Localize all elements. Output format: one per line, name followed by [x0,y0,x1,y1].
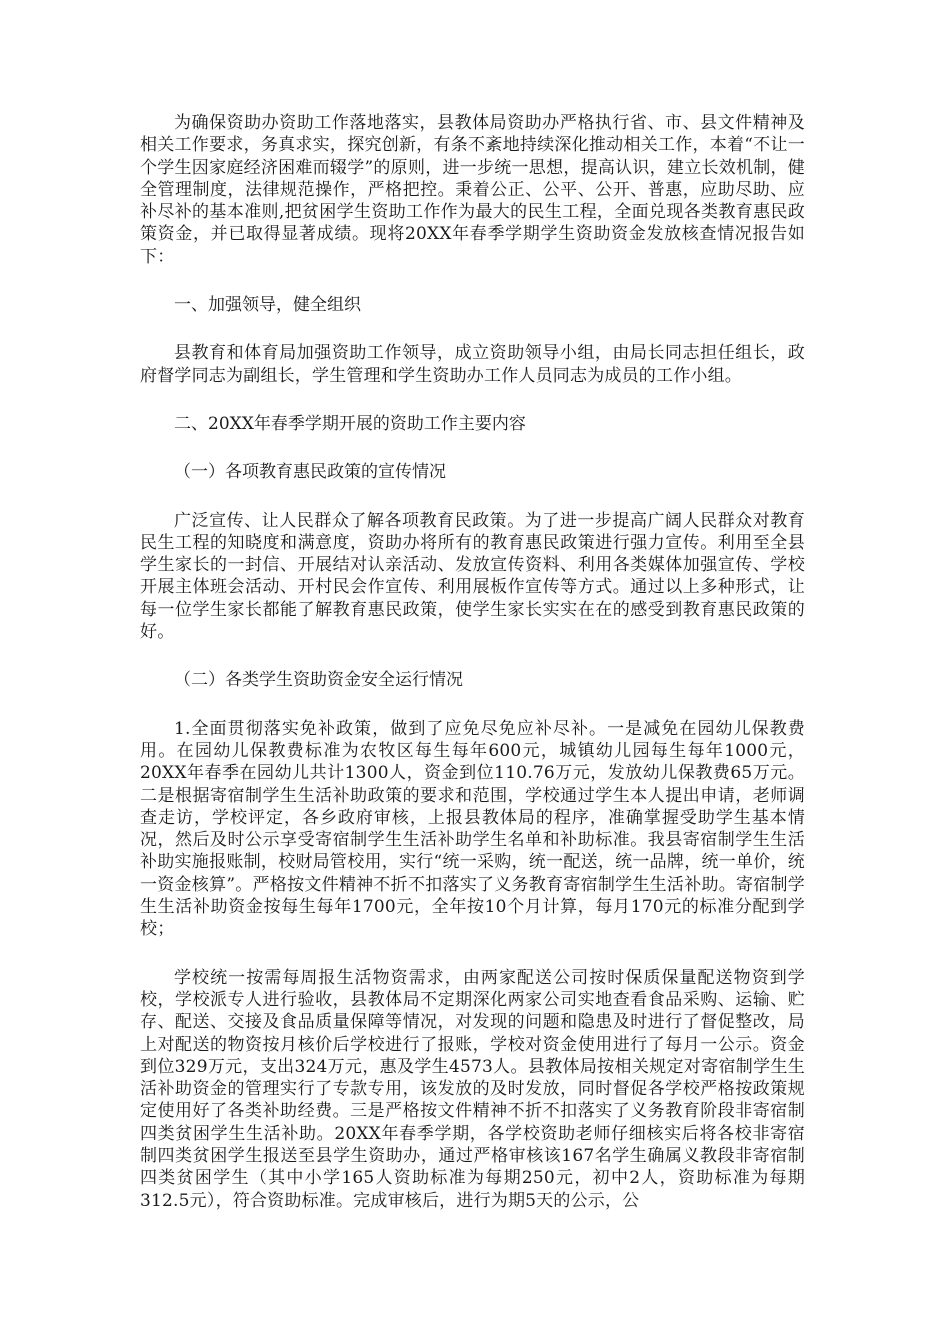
heading-section-1: 一、加强领导，健全组织 [174,295,361,316]
document-page [140,112,805,1212]
paragraph-publicity: 广泛宣传、让人民群众了解各项教育民政策。为了进一步提高广阔人民群众对教育民生工程的知晓度和满意度，资助办将所有的教育惠民政策进行强力宣传。利用至全县学生家长的一封信、开展结对认亲活动、发放宣传资料、利用各类媒体加强宣传、学校开展主体班会活动、开村民会作宣传、利用展板作宣传等方式。通过以上多种形式，让每一位学生家长都能了解教育惠民政策，使学生家长实实在在的感受到教育惠民政策的好。 [140,510,805,643]
paragraph-supply-management: 学校统一按需每周报生活物资需求，由两家配送公司按时保质保量配送物资到学校，学校派专人进行验收，县教体局不定期深化两家公司实地查看食品采购、运输、贮存、配送、交接及食品质量保障等情况，对发现的问题和隐患及时进行了督促整改，局上对配送的物资按月核价后学校进行了报账，学校对资金使用进行了每月一公示。资金到位329万元，支出324万元，惠及学生4573人。县教体局按相关规定对寄宿制学生生活补助资金的管理实行了专款专用，该发放的及时发放，同时督促各学校严格按政策规定使用好了各类补助经费。三是严格按文件精神不折不扣落实了义务教育阶段非寄宿制四类贫困学生生活补助。20XX年春季学期，各学校资助老师仔细核实后将各校非寄宿制四类贫困学生报送至县学生资助办，通过严格审核该167名学生确属义教段非寄宿制四类贫困学生（其中小学165人资助标准为每期250元，初中2人，资助标准为每期312.5元），符合资助标准。完成审核后，进行为期5天的公示，公 [140,967,805,1211]
heading-subsection-1: （一）各项教育惠民政策的宣传情况 [174,462,446,483]
paragraph-intro: 为确保资助办资助工作落地落实，县教体局资助办严格执行省、市、县文件精神及相关工作要求，务真求实，探究创新，有条不紊地持续深化推动相关工作，本着“不让一个学生因家庭经济困难而辍学”的原则，进一步统一思想，提高认识，建立长效机制，健全管理制度，法律规范操作，严格把控。秉着公正、公平、公开、普惠，应助尽助、应补尽补的基本准则,把贫困学生资助工作作为最大的民生工程，全面兑现各类教育惠民政策资金，并已取得显著成绩。现将20XX年春季学期学生资助资金发放核查情况报告如下： [140,113,805,267]
heading-section-2: 二、20XX年春季学期开展的资助工作主要内容 [174,413,526,434]
heading-subsection-2: （二）各类学生资助资金安全运行情况 [174,670,463,691]
paragraph-leadership: 县教育和体育局加强资助工作领导，成立资助领导小组，由局长同志担任组长，政府督学同志为副组长，学生管理和学生资助办工作人员同志为成员的工作小组。 [140,343,805,386]
paragraph-subsidy-policy: 1.全面贯彻落实免补政策，做到了应免尽免应补尽补。一是减免在园幼儿保教费用。在园幼儿保教费标准为农牧区每生每年600元，城镇幼儿园每生每年1000元，20XX年春季在园幼儿共计1300人，资金到位110.76万元，发放幼儿保教费65万元。二是根据寄宿制学生生活补助政策的要求和范围，学校通过学生本人提出申请，老师调查走访，学校评定，各乡政府审核，上报县教体局的程序，准确掌握受助学生基本情况，然后及时公示享受寄宿制学生生活补助学生名单和补助标准。我县寄宿制学生生活补助实施报账制，校财局管校用，实行“统一采购，统一配送，统一品牌，统一单价，统一资金核算”。严格按文件精神不折不扣落实了义务教育寄宿制学生生活补助。寄宿制学生生活补助资金按每生每年1700元，全年按10个月计算，每月170元的标准分配到学校； [140,718,805,940]
